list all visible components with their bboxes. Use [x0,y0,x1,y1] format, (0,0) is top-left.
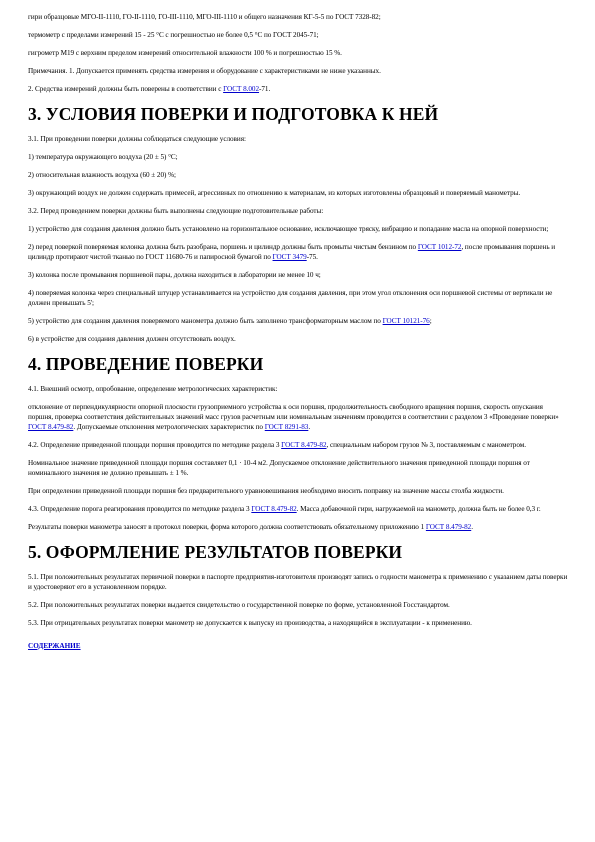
gost-link[interactable]: ГОСТ 8.002 [223,85,260,93]
paragraph [28,334,568,344]
paragraph-text: 4.2. Определение приведенной площади поршня проводится по методике раздела 3 [28,441,282,449]
gost-link[interactable]: ГОСТ 8.479-82 [425,523,472,531]
paragraph-text: . Допускаемые отклонения метрологических характеристик по [73,423,265,431]
paragraph [28,288,568,308]
paragraph [28,152,568,162]
paragraph-text: термометр с пределами измерений 15 - 25 °С с погрешностью не более 0,5 °С по ГОСТ 2045-71; [28,31,319,39]
paragraph [28,440,568,450]
paragraph-text: -71. [259,85,271,93]
section-5 [28,542,568,628]
paragraph-text: 1) устройство для создания давления должно быть установлено на горизонтальное основание, исключающее тряску, вибрацию и попадание масла на опорной поверхности; [28,225,549,233]
paragraph [28,316,568,326]
paragraph [28,600,568,610]
paragraph-text: ; [429,317,432,325]
paragraph-text: 3.2. Перед проведением поверки должны быть выполнены следующие подготовительные работы: [28,207,324,215]
gost-link[interactable]: ГОСТ 3479 [272,253,307,261]
paragraph [28,170,568,180]
paragraph-text: 4.1. Внешний осмотр, опробование, определение метрологических характеристик: [28,385,278,393]
paragraph-text: . [471,523,473,531]
paragraph [28,270,568,280]
paragraph [28,572,568,592]
paragraph-text: , специальным набором грузов № 3, поставляемым с манометром. [326,441,526,449]
section-3-heading: 3. УСЛОВИЯ ПОВЕРКИ И ПОДГОТОВКА К НЕЙ [28,104,439,124]
paragraph [28,384,568,394]
section-4 [28,354,568,532]
paragraph-text: 4.3. Определение порога реагирования проводится по методике раздела 3 [28,505,252,513]
paragraph [28,486,568,496]
paragraph [28,522,568,532]
paragraph-text: 4) поверяемая колонка через специальный штуцер устанавливается на устройство для создания давления, при этом угол отклонения оси поршневой системы от вертикали не должен превышать 5'; [28,289,553,307]
paragraph [28,206,568,216]
paragraph [28,242,568,262]
paragraph-text: -75. [306,253,318,261]
paragraph [28,402,568,432]
gost-link[interactable]: ГОСТ 8.479-82 [28,423,74,431]
toc-link[interactable]: СОДЕРЖАНИЕ [28,642,81,650]
paragraph-text: 5.1. При положительных результатах первичной поверки в паспорте предприятия-изготовителя производят запись о годности манометра к применению с указанием даты поверки и удостоверяют его в установленном порядке. [28,573,568,591]
paragraph-text: Примечания. 1. Допускается применять средства измерения и оборудование с характеристиками не ниже указанных. [28,67,381,75]
paragraph [28,188,568,198]
paragraph [28,30,568,40]
paragraph [28,12,568,22]
section-4-heading: 4. ПРОВЕДЕНИЕ ПОВЕРКИ [28,354,264,374]
gost-link[interactable]: ГОСТ 1012-72 [417,243,462,251]
paragraph-text: 5.3. При отрицательных результатах поверки манометр не допускается к выпуску из производства, а находящийся в эксплуатации - к применению. [28,619,472,627]
paragraph-text: 6) в устройстве для создания давления должен отсутствовать воздух. [28,335,236,343]
paragraph-text: 3.1. При проведении поверки должны соблюдаться следующие условия: [28,135,246,143]
paragraph-text: 3) окружающий воздух не должен содержать примесей, агрессивных по отношению к материалам, из которых изготовлены образцовый и поверяемый манометры. [28,189,521,197]
paragraph [28,618,568,628]
paragraph-text: гири образцовые МГО-II-1110, ГО-II-1110, ГО-III-1110, МГО-III-1110 и общего назначения КГ-5-5 по ГОСТ 7328-82; [28,13,381,21]
gost-link[interactable]: ГОСТ 10121-76 [382,317,430,325]
section-5-heading: 5. ОФОРМЛЕНИЕ РЕЗУЛЬТАТОВ ПОВЕРКИ [28,542,403,562]
gost-link[interactable]: ГОСТ 8.479-82 [281,441,327,449]
paragraph [28,48,568,58]
gost-link[interactable]: ГОСТ 8291-83 [264,423,309,431]
paragraph-text: . [308,423,311,431]
paragraph [28,84,568,94]
paragraph-text: 2) относительная влажность воздуха (60 ± 20) %; [28,171,176,179]
paragraph-text: Результаты поверки манометра заносят в протокол поверки, форма которого должна соответствовать обязательному приложению 1 [28,523,426,531]
document-page [28,12,568,650]
paragraph [28,66,568,76]
paragraph-text: 1) температура окружающего воздуха (20 ± 5) °С; [28,153,178,161]
section-3 [28,104,568,344]
intro-block [28,12,568,94]
paragraph-text: Номинальное значение приведенной площади поршня составляет 0,1 · 10-4 м2. Допускаемое отклонение действительного значения приведенной площади поршня от номинального значения не должно превышать ± 1 %. [28,459,530,477]
paragraph-text: гигрометр М19 с верхним пределом измерений относительной влажности 100 % и погрешностью 15 %. [28,49,342,57]
paragraph [28,224,568,234]
paragraph-text: 5.2. При положительных результатах поверки выдается свидетельство о государственной поверке по форме, установленной Госстандартом. [28,601,450,609]
paragraph-text: 5) устройство для создания давления поверяемого манометра должно быть заполнено трансформаторным маслом по [28,317,383,325]
paragraph [28,504,568,514]
paragraph-text: 2) перед поверкой поверяемая колонка должна быть разобрана, поршень и цилиндр должны быть промыты чистым бензином по [28,243,418,251]
paragraph-text: 3) колонка после промывания поршневой пары, должна находиться в лаборатории не менее 10 ч; [28,271,321,279]
paragraph-text: 2. Средства измерений должны быть поверены в соответствии с [28,85,224,93]
paragraph [28,134,568,144]
paragraph-text: При определении приведенной площади поршня без предварительного уравновешивания необходимо вносить поправку на значение массы столба жидкости. [28,487,504,495]
paragraph-text: . Масса добавочной гири, нагружаемой на манометр, должна быть не более 0,3 г. [296,505,541,513]
gost-link[interactable]: ГОСТ 8.479-82 [251,505,297,513]
paragraph-text: , после промывания поршень и цилиндр протирают чистой тканью по ГОСТ 11680-76 и папиросной бумагой по [28,243,556,261]
paragraph [28,458,568,478]
paragraph-text: отклонение от перпендикулярности опорной плоскости грузоприемного устройства к оси поршня, продолжительность свободного вращения поршня, скорость опускания поршня, проверка соответствия действительных значений масс грузов расчетным или номинальным значениям проводится в соответствии с разделом 3 «Проведение поверки» [28,403,559,421]
